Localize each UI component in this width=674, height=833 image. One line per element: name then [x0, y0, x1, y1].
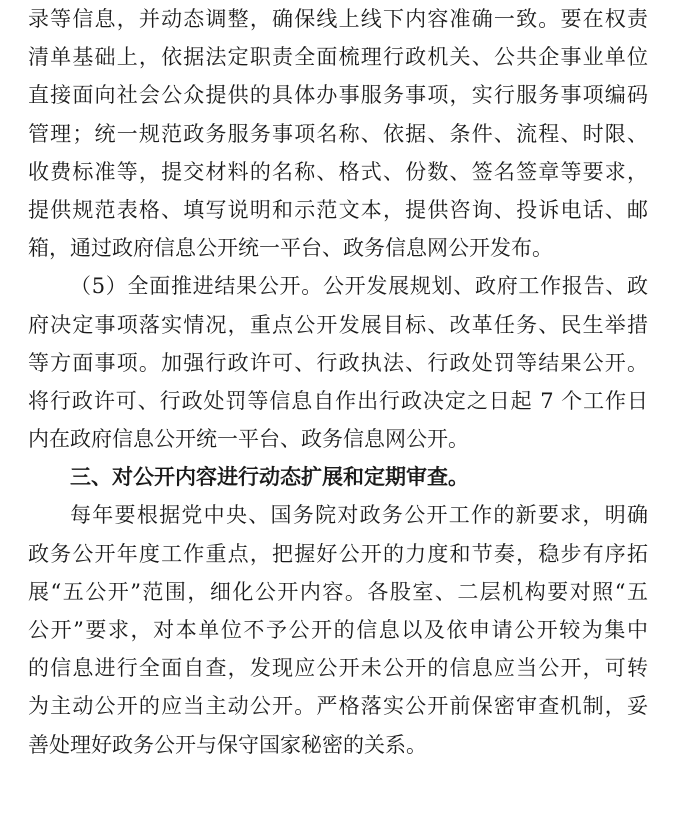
text-line: 的信息进行全面自查，发现应公开未公开的信息应当公开，可转	[28, 656, 648, 681]
section-heading: 三、对公开内容进行动态扩展和定期审查。	[70, 465, 469, 490]
text-line: 清单基础上，依据法定职责全面梳理行政机关、公共企事业单位	[28, 45, 648, 70]
text-line: 将行政许可、行政处罚等信息自作出行政决定之日起 7 个工作日	[28, 388, 648, 413]
text-line: 内在政府信息公开统一平台、政务信息网公开。	[28, 427, 469, 452]
paragraph-continued	[28, 0, 648, 267]
text-line: 收费标准等，提交材料的名称、格式、份数、签名签章等要求，	[28, 159, 648, 184]
text-line: 善处理好政务公开与保守国家秘密的关系。	[28, 732, 427, 757]
document-body	[28, 0, 648, 764]
text-line: 箱，通过政府信息公开统一平台、政务信息网公开发布。	[28, 236, 553, 261]
text-line: 展“五公开”范围，细化公开内容。各股室、二层机构要对照“五	[28, 579, 648, 604]
text-line: 政务公开年度工作重点，把握好公开的力度和节奏，稳步有序拓	[28, 541, 648, 566]
paragraph-results-disclosure	[28, 267, 648, 458]
text-line: 直接面向社会公众提供的具体办事服务事项，实行服务事项编码	[28, 83, 648, 108]
paragraph-dynamic-review	[28, 496, 648, 763]
text-line: 录等信息，并动态调整，确保线上线下内容准确一致。要在权责	[28, 7, 648, 31]
text-line: 府决定事项落实情况，重点公开发展目标、改革任务、民生举措	[28, 312, 648, 337]
text-line: 为主动公开的应当主动公开。严格落实公开前保密审查机制，妥	[28, 694, 648, 719]
text-line: 等方面事项。加强行政许可、行政执法、行政处罚等结果公开。	[28, 350, 648, 375]
text-line: 管理；统一规范政务服务事项名称、依据、条件、流程、时限、	[28, 121, 648, 146]
text-line: 公开”要求，对本单位不予公开的信息以及依申请公开较为集中	[28, 618, 648, 642]
text-line: （5）全面推进结果公开。公开发展规划、政府工作报告、政	[70, 274, 648, 299]
text-line: 提供规范表格、填写说明和示范文本，提供咨询、投诉电话、邮	[28, 197, 648, 222]
text-line: 每年要根据党中央、国务院对政务公开工作的新要求，明确	[70, 503, 648, 528]
